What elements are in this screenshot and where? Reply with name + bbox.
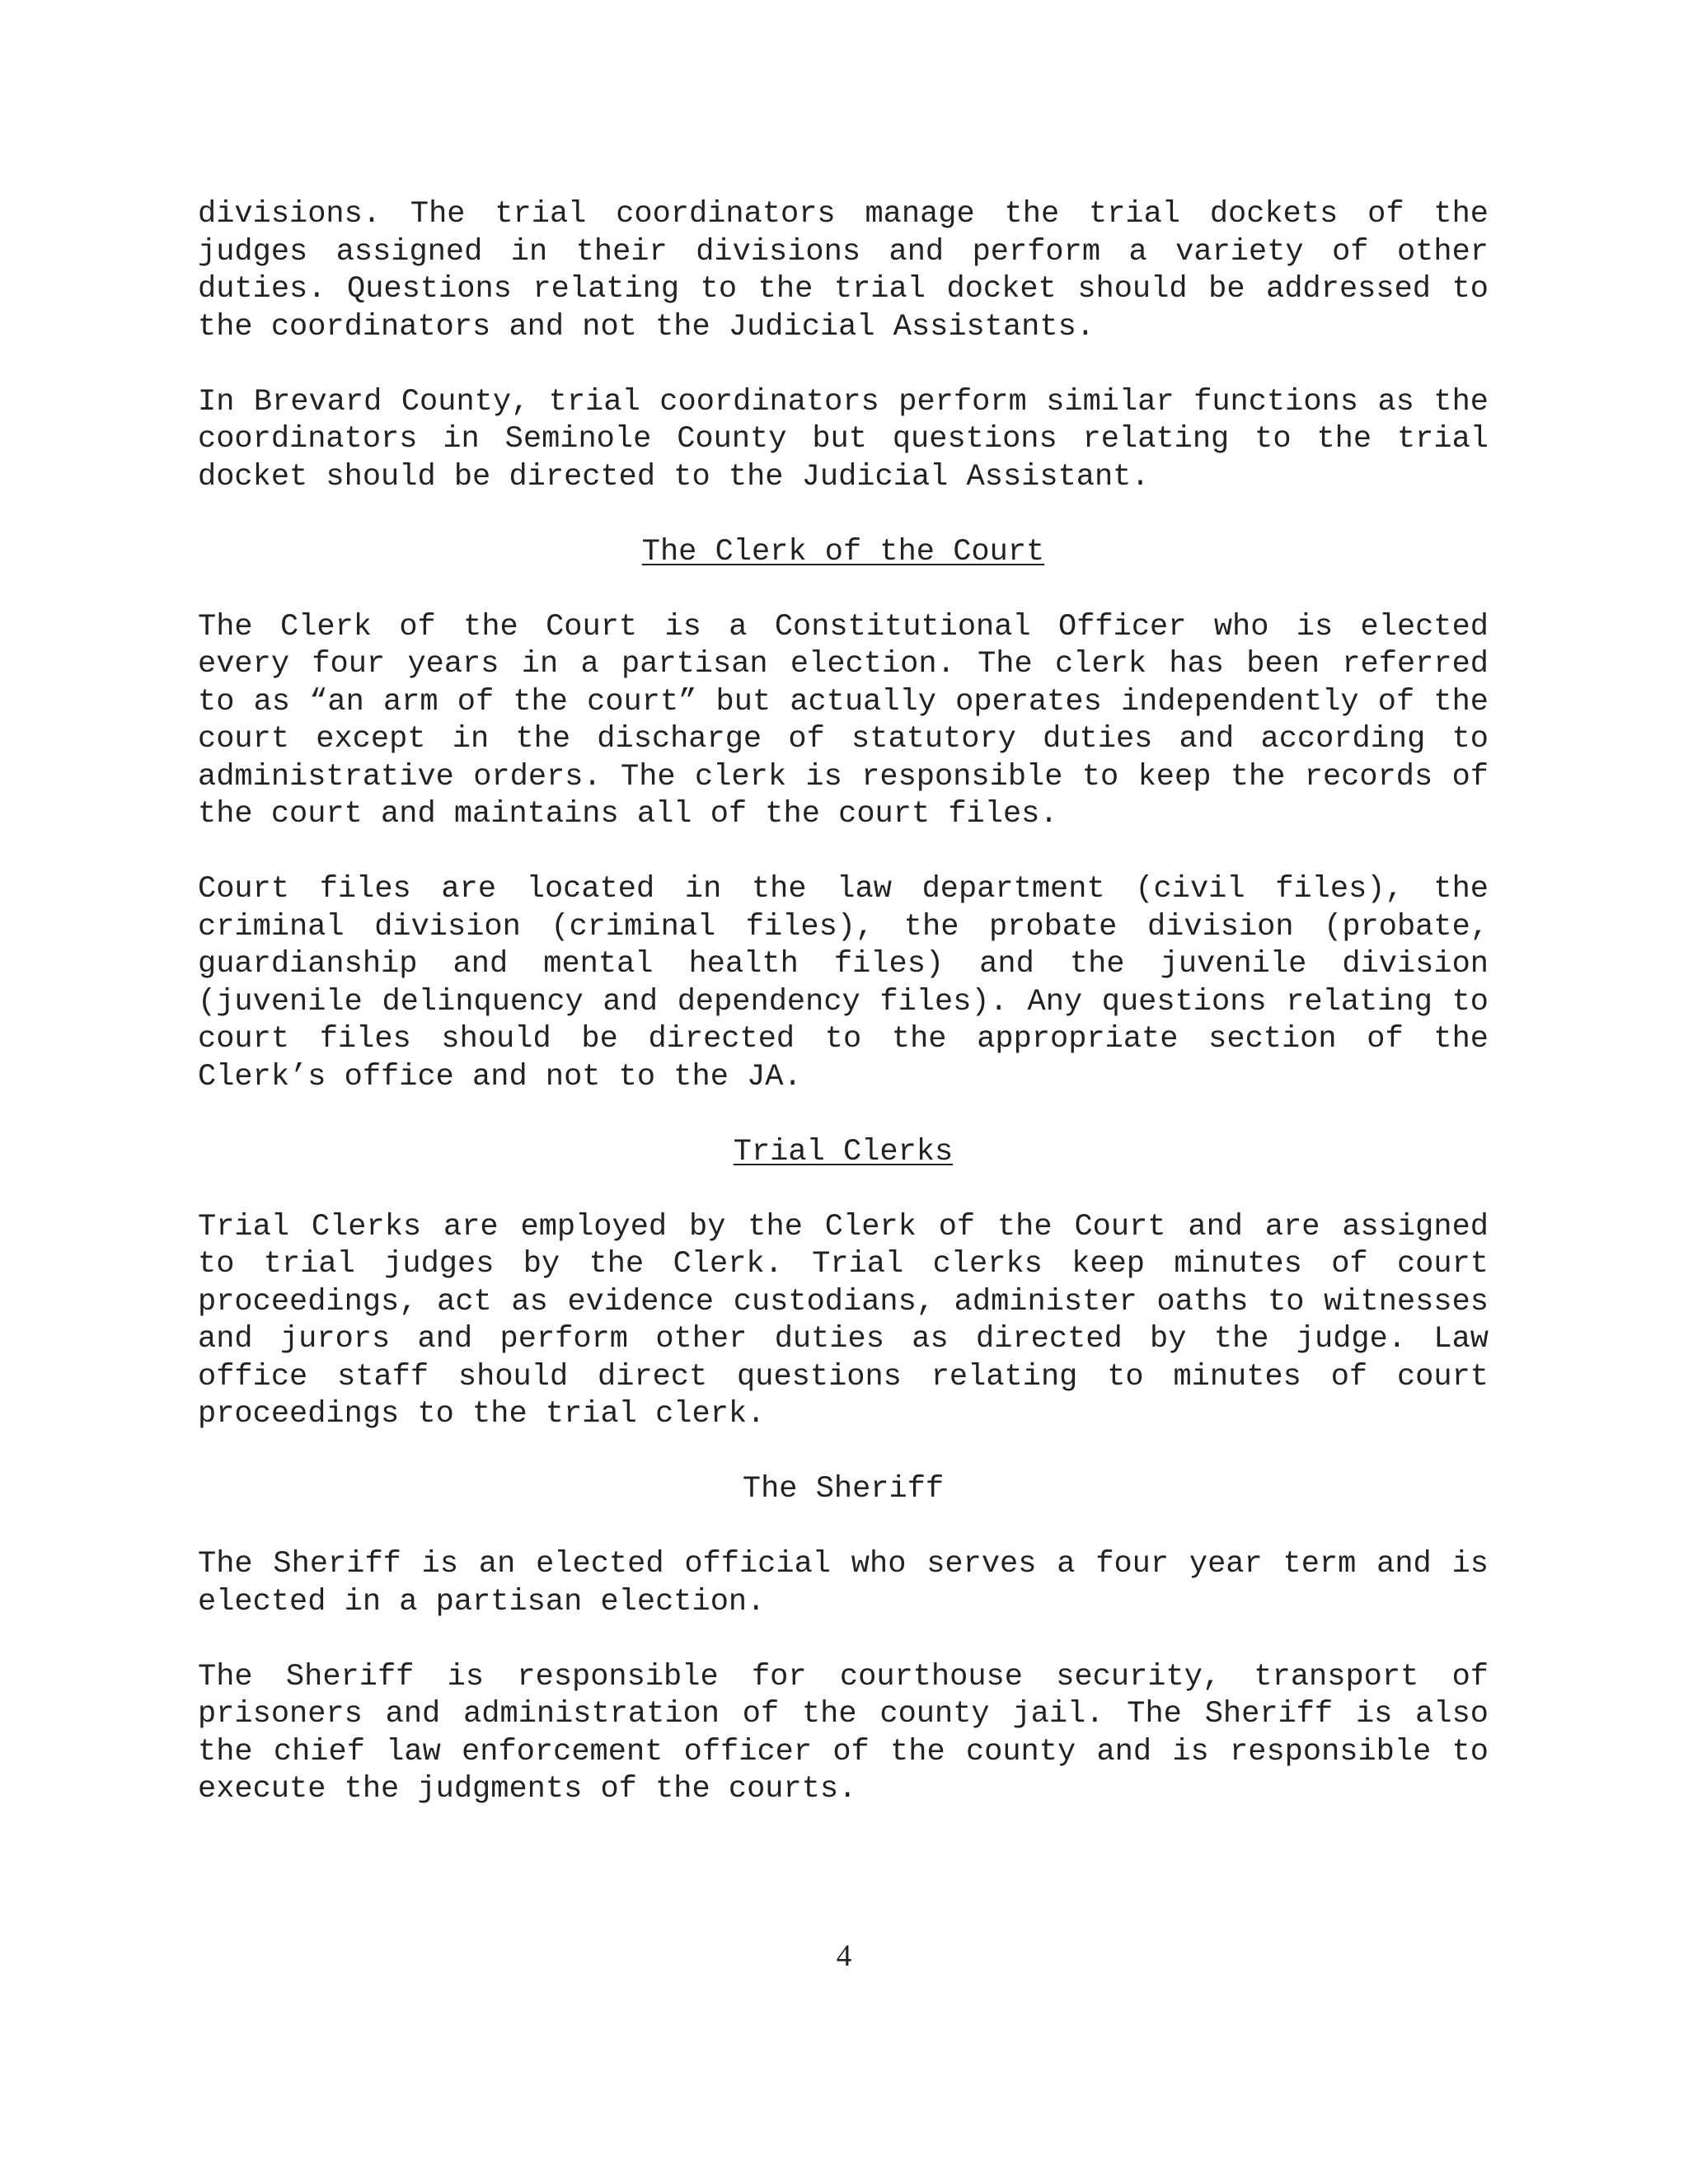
paragraph-sheriff-election: The Sheriff is an elected official who serves a four year term and is elected in a partisan election. (198, 1547, 1489, 1619)
paragraph-trial-coordinators: divisions. The trial coordinators manage the trial dockets of the judges assigned in their divisions and perform a variety of other duties. Questions relating to the trial docket should be addressed to the coordinators and not the Judicial Assistants. (198, 197, 1489, 344)
heading-text: The Sheriff (742, 1472, 945, 1507)
heading-text: Trial Clerks (733, 1134, 954, 1169)
paragraph-court-files: Court files are located in the law department (civil files), the criminal division (criminal files), the probate division (probate, guardianship and mental health files) and the juvenile division (juvenile delinquency and dependency files). Any questions relating to court files should be directed to the appropriate section of the Clerk’s office and not to the JA. (198, 872, 1489, 1094)
section-heading-trial-clerks (198, 1134, 1489, 1172)
paragraph-sheriff-duties: The Sheriff is responsible for courthouse security, transport of prisoners and administration of the county jail. The Sheriff is also the chief law enforcement officer of the county and is responsible to execute the judgments of the courts. (198, 1659, 1489, 1807)
paragraph-brevard-county: In Brevard County, trial coordinators perform similar functions as the coordinators in Seminole County but questions relating to the trial docket should be directed to the Judicial Assistant. (198, 384, 1489, 494)
document-page (198, 196, 1489, 1846)
paragraph-trial-clerks: Trial Clerks are employed by the Clerk of the Court and are assigned to trial judges by the Clerk. Trial clerks keep minutes of court proceedings, act as evidence custodians, administer oaths to witnesses and jurors and perform other duties as directed by the judge. Law office staff should direct questions relating to minutes of court proceedings to the trial clerk. (198, 1209, 1489, 1432)
page-number: 4 (836, 1939, 852, 1973)
paragraph-clerk-description: The Clerk of the Court is a Constitutional Officer who is elected every four years in a partisan election. The clerk has been referred to as “an arm of the court” but actually operates independently of the court except in the discharge of statutory duties and according to administrative orders. The clerk is responsible to keep the records of the court and maintains all of the court files. (198, 609, 1489, 832)
heading-text: The Clerk of the Court (641, 534, 1045, 569)
section-heading-clerk-of-court (198, 534, 1489, 572)
section-heading-sheriff (198, 1471, 1489, 1509)
